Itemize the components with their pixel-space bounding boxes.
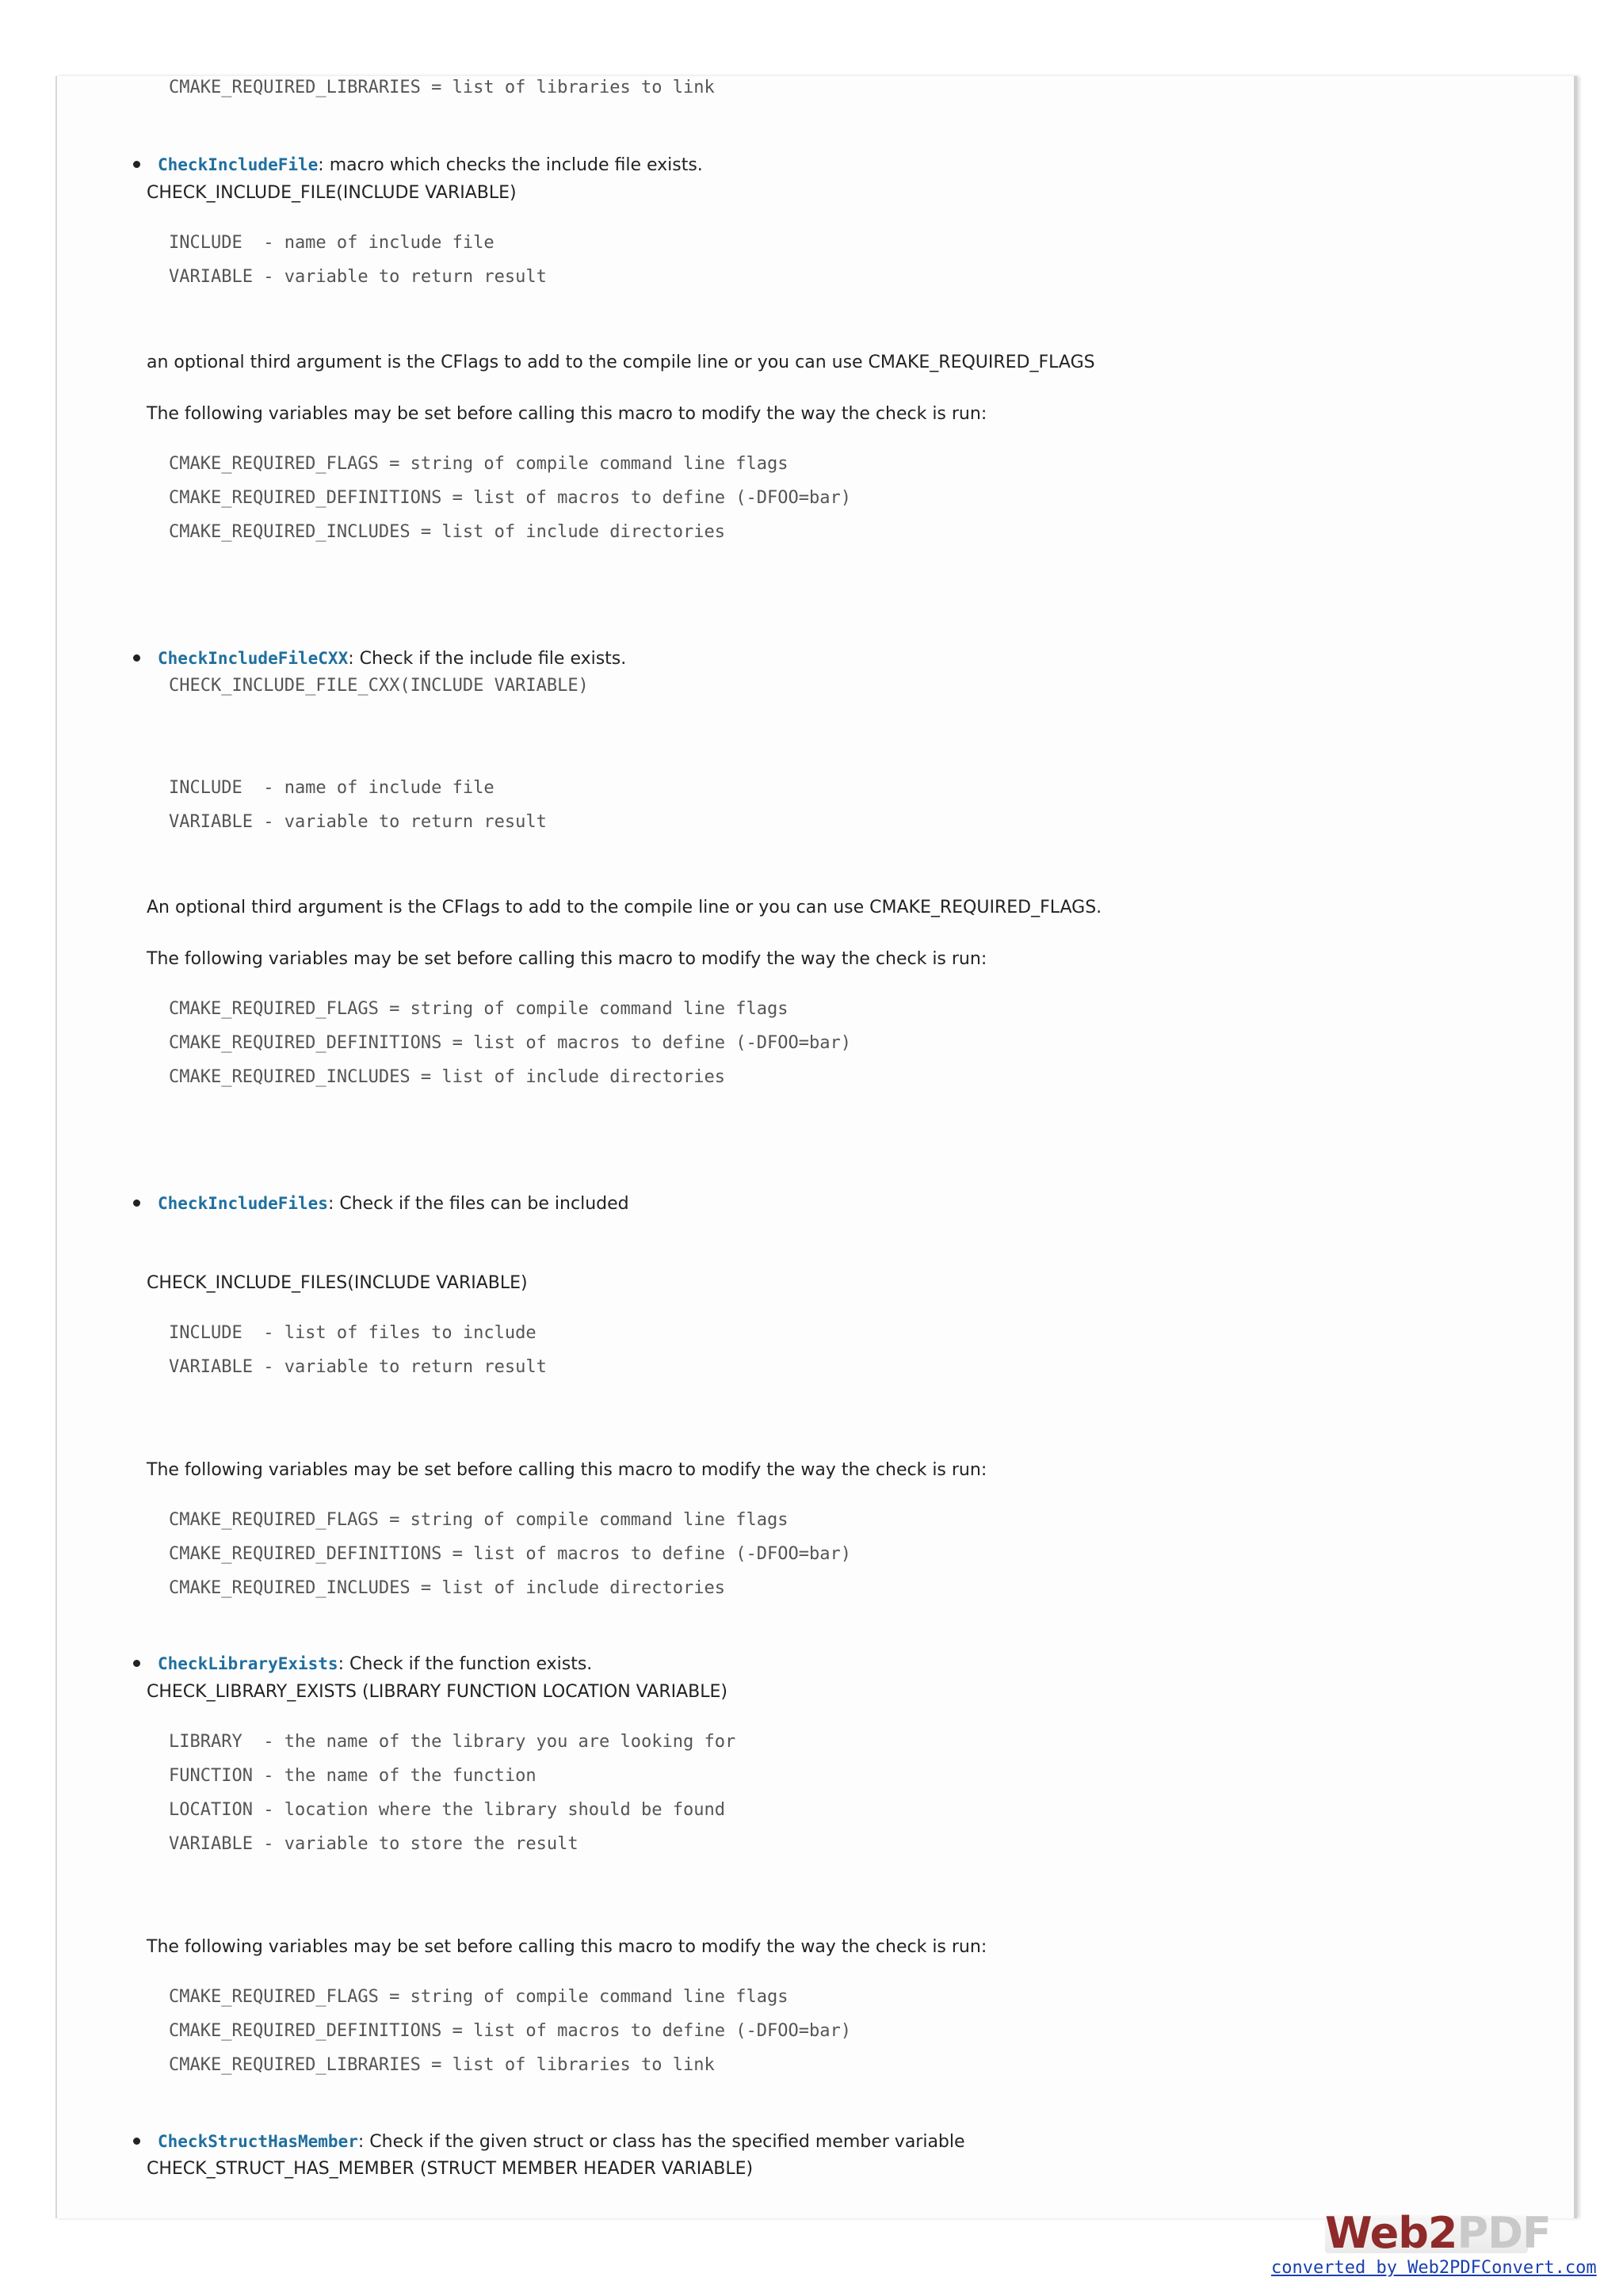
- paragraph: The following variables may be set before calling this macro to modify the way the check is run:: [147, 949, 987, 969]
- code-line: CMAKE_REQUIRED_INCLUDES = list of include directories: [169, 522, 725, 542]
- code-line: LIBRARY - the name of the library you are looking for: [169, 1732, 736, 1752]
- code-line: CMAKE_REQUIRED_DEFINITIONS = list of macros to define (-DFOO=bar): [169, 1544, 851, 1564]
- signature: CHECK_INCLUDE_FILE_CXX(INCLUDE VARIABLE): [169, 676, 589, 696]
- code-line: VARIABLE - variable to return result: [169, 267, 547, 287]
- code-line: CMAKE_REQUIRED_INCLUDES = list of include directories: [169, 1578, 725, 1598]
- code-line: LOCATION - location where the library should be found: [169, 1800, 725, 1820]
- list-item-check-struct-has-member: [122, 2106, 965, 2154]
- list-item-check-include-file-cxx: [122, 623, 626, 671]
- check-include-file-cxx-link[interactable]: CheckIncludeFileCXX: [158, 649, 349, 668]
- code-line: CMAKE_REQUIRED_FLAGS = string of compile command line flags: [169, 454, 789, 474]
- code-line: CMAKE_REQUIRED_LIBRARIES = list of libraries to link: [169, 78, 715, 97]
- item-description: : Check if the function exists.: [338, 1654, 593, 1674]
- code-line: VARIABLE - variable to return result: [169, 1357, 547, 1377]
- logo-2: 2: [1427, 2208, 1457, 2258]
- paragraph: The following variables may be set before calling this macro to modify the way the check is run:: [147, 1460, 987, 1480]
- code-line: CMAKE_REQUIRED_LIBRARIES = list of libraries to link: [169, 2055, 715, 2075]
- code-line: CMAKE_REQUIRED_FLAGS = string of compile command line flags: [169, 999, 789, 1019]
- check-library-exists-link[interactable]: CheckLibraryExists: [158, 1654, 338, 1673]
- item-description: : Check if the files can be included: [327, 1194, 629, 1214]
- paragraph: An optional third argument is the CFlags to add to the compile line or you can use CMAKE_REQUIRED_FLAGS.: [147, 898, 1102, 917]
- code-line: CMAKE_REQUIRED_FLAGS = string of compile command line flags: [169, 1987, 789, 2007]
- bullet-icon: [133, 161, 140, 168]
- signature: CHECK_STRUCT_HAS_MEMBER (STRUCT MEMBER HEADER VARIABLE): [147, 2159, 754, 2179]
- converted-by-link[interactable]: converted by Web2PDFConvert.com: [1271, 2258, 1597, 2278]
- signature: CHECK_INCLUDE_FILE(INCLUDE VARIABLE): [147, 183, 517, 203]
- code-line: CMAKE_REQUIRED_DEFINITIONS = list of macros to define (-DFOO=bar): [169, 1033, 851, 1053]
- code-line: CMAKE_REQUIRED_INCLUDES = list of include directories: [169, 1067, 725, 1087]
- logo-text: [1325, 2210, 1551, 2256]
- bullet-icon: [133, 1660, 140, 1667]
- code-line: VARIABLE - variable to store the result: [169, 1834, 579, 1854]
- paragraph: an optional third argument is the CFlags to add to the compile line or you can use CMAKE_REQUIRED_FLAGS: [147, 353, 1095, 372]
- document-page: [55, 76, 1577, 2218]
- item-description: : Check if the include file exists.: [348, 649, 627, 669]
- bullet-icon: [133, 654, 140, 662]
- code-line: VARIABLE - variable to return result: [169, 812, 547, 832]
- item-description: : macro which checks the include file exists.: [318, 155, 703, 175]
- list-item-check-library-exists: [122, 1628, 592, 1676]
- check-include-file-link[interactable]: CheckIncludeFile: [158, 155, 319, 174]
- code-line: INCLUDE - name of include file: [169, 233, 495, 253]
- logo-web: Web: [1325, 2208, 1428, 2258]
- bullet-icon: [133, 2138, 140, 2145]
- web2pdf-logo: [1325, 2208, 1551, 2258]
- code-line: INCLUDE - name of include file: [169, 778, 495, 798]
- code-line: CMAKE_REQUIRED_FLAGS = string of compile command line flags: [169, 1510, 789, 1530]
- signature: CHECK_LIBRARY_EXISTS (LIBRARY FUNCTION LOCATION VARIABLE): [147, 1682, 727, 1702]
- code-line: CMAKE_REQUIRED_DEFINITIONS = list of macros to define (-DFOO=bar): [169, 488, 851, 508]
- code-line: FUNCTION - the name of the function: [169, 1766, 537, 1786]
- check-include-files-link[interactable]: CheckIncludeFiles: [158, 1194, 328, 1213]
- logo-pdf: PDF: [1457, 2208, 1551, 2258]
- item-description: : Check if the given struct or class has the specified member variable: [357, 2132, 965, 2152]
- bullet-icon: [133, 1199, 140, 1207]
- code-line: CMAKE_REQUIRED_DEFINITIONS = list of macros to define (-DFOO=bar): [169, 2021, 851, 2041]
- paragraph: The following variables may be set before calling this macro to modify the way the check is run:: [147, 404, 987, 424]
- list-item-check-include-files: [122, 1168, 629, 1216]
- list-item-check-include-file: [122, 129, 703, 177]
- check-struct-has-member-link[interactable]: CheckStructHasMember: [158, 2132, 358, 2151]
- code-line: INCLUDE - list of files to include: [169, 1323, 537, 1343]
- signature: CHECK_INCLUDE_FILES(INCLUDE VARIABLE): [147, 1273, 528, 1293]
- paragraph: The following variables may be set before calling this macro to modify the way the check is run:: [147, 1937, 987, 1957]
